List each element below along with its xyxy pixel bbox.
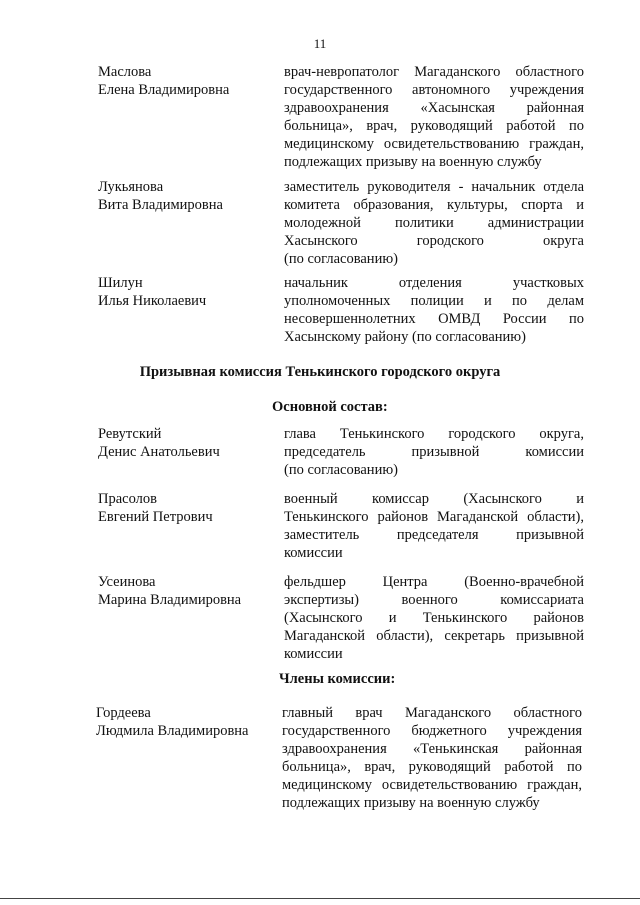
text-line: подлежащих призыву на военную службу <box>284 154 542 170</box>
text-line: здравоохранения «Хасынская районная <box>284 100 584 116</box>
text-line: начальник отделения участковых <box>284 275 584 291</box>
surname: Усеинова <box>98 574 156 590</box>
text-line: комиссии <box>284 646 343 662</box>
person-name <box>98 274 273 310</box>
given-names: Людмила Владимировна <box>96 723 249 739</box>
text-line: больница», врач, руководящий работой по <box>284 118 584 134</box>
surname: Ревутский <box>98 426 162 442</box>
person-name <box>98 425 273 461</box>
text-line: главный врач Магаданского областного <box>282 705 582 721</box>
subsection-heading: Члены комиссии: <box>279 671 396 687</box>
given-names: Денис Анатольевич <box>98 444 220 460</box>
text-line: заместитель председателя призывной <box>284 527 584 543</box>
text-line: (по согласованию) <box>284 251 398 267</box>
text-line: Магаданской области), секретарь призывной <box>284 628 584 644</box>
text-line: подлежащих призыву на военную службу <box>282 795 540 811</box>
subsection-heading: Основной состав: <box>272 399 388 415</box>
text-line: несовершеннолетних ОМВД России по <box>284 311 584 327</box>
surname: Гордеева <box>96 705 151 721</box>
text-line: больница», врач, руководящий работой по <box>282 759 582 775</box>
text-line: военный комиссар (Хасынского и <box>284 491 584 507</box>
section-heading: Призывная комиссия Тенькинского городского округа <box>139 364 501 380</box>
given-names: Евгений Петрович <box>98 509 213 525</box>
text-line: здравоохранения «Тенькинская районная <box>282 741 582 757</box>
page-bottom-divider <box>0 898 640 899</box>
text-line: комиссии <box>284 545 343 561</box>
text-line: Хасынского городского округа <box>284 233 584 249</box>
text-line: государственного автономного учреждения <box>284 82 584 98</box>
given-names: Вита Владимировна <box>98 197 223 213</box>
position-description <box>282 704 582 812</box>
text-line: Хасынскому району (по согласованию) <box>284 329 526 345</box>
person-name <box>98 178 273 214</box>
given-names: Марина Владимировна <box>98 592 242 608</box>
text-line: уполномоченных полиции и по делам <box>284 293 584 309</box>
surname: Шилун <box>98 275 143 291</box>
text-line: комитета образования, культуры, спорта и <box>284 197 584 213</box>
text-line: медицинскому освидетельствованию граждан, <box>282 777 582 793</box>
person-name <box>96 704 271 740</box>
position-description <box>284 573 584 663</box>
text-line: государственного бюджетного учреждения <box>282 723 582 739</box>
text-line: Тенькинского районов Магаданской области), <box>284 509 584 525</box>
text-line: (по согласованию) <box>284 462 398 478</box>
person-name <box>98 490 273 526</box>
text-line: экспертизы) военного комиссариата <box>284 592 584 608</box>
position-description <box>284 490 584 562</box>
text-line: глава Тенькинского городского округа, <box>284 426 584 442</box>
text-line: медицинскому освидетельствованию граждан, <box>284 136 584 152</box>
position-description <box>284 274 584 346</box>
text-line: молодежной политики администрации <box>284 215 584 231</box>
text-line: фельдшер Центра (Военно-врачебной <box>284 574 584 590</box>
given-names: Илья Николаевич <box>98 293 207 309</box>
page-number: 11 <box>313 36 327 51</box>
given-names: Елена Владимировна <box>98 82 230 98</box>
text-line: заместитель руководителя - начальник отдела <box>284 179 584 195</box>
surname: Прасолов <box>98 491 157 507</box>
person-name <box>98 63 273 99</box>
position-description <box>284 425 584 479</box>
surname: Маслова <box>98 64 152 80</box>
position-description <box>284 178 584 268</box>
surname: Лукьянова <box>98 179 164 195</box>
person-name <box>98 573 273 609</box>
text-line: председатель призывной комиссии <box>284 444 584 460</box>
position-description <box>284 63 584 171</box>
text-line: (Хасынского и Тенькинского районов <box>284 610 584 626</box>
text-line: врач-невропатолог Магаданского областного <box>284 64 584 80</box>
